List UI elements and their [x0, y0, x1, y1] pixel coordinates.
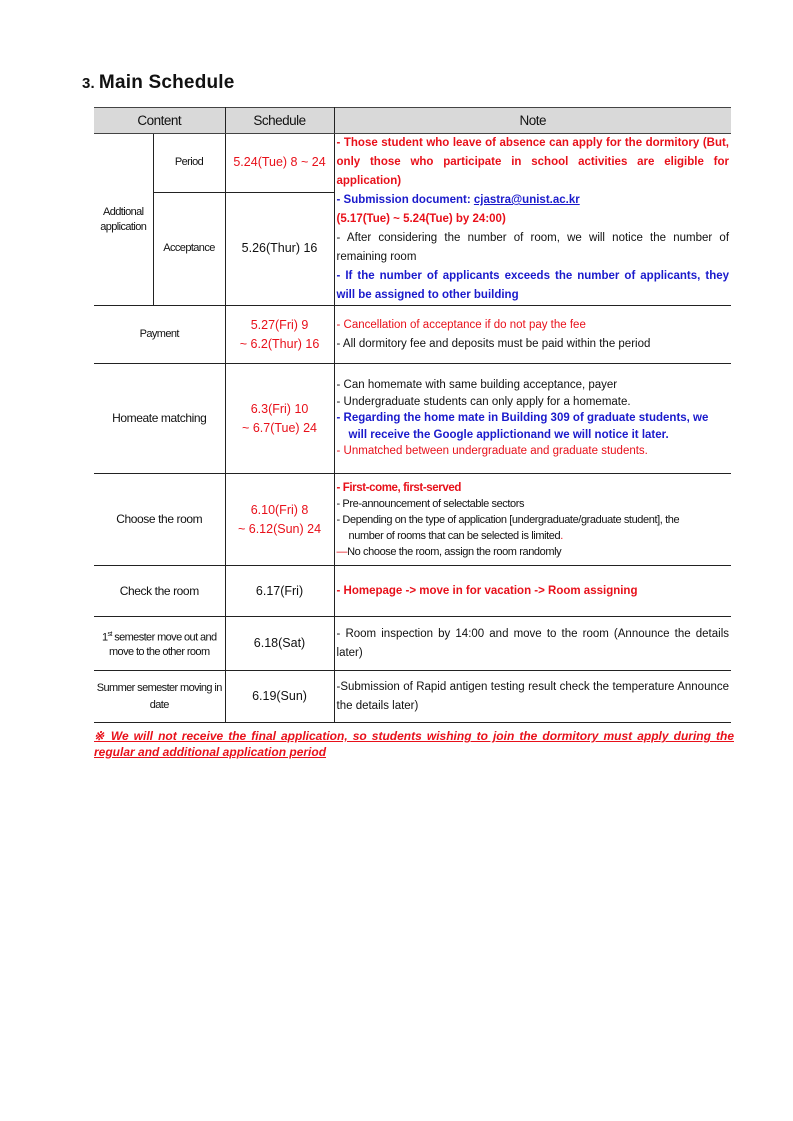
move-out-schedule: 6.18(Sat)	[225, 617, 334, 671]
payment-label: Payment	[94, 306, 225, 364]
homemate-notes	[334, 364, 731, 474]
homemate-note-same-building: - Can homemate with same building acceptance, payer	[336, 379, 618, 392]
note-submission	[337, 191, 730, 210]
note-submission-prefix: - Submission document:	[336, 194, 474, 206]
additional-application-label: Addtional application	[94, 134, 153, 306]
note-other-building: - If the number of applicants exceeds the number of applicants, they will be assigned to other building	[336, 270, 730, 301]
table-row-homemate	[94, 364, 731, 474]
acceptance-schedule: 5.26(Thur) 16	[225, 192, 334, 305]
acceptance-label: Acceptance	[153, 192, 225, 305]
choose-room-schedule-end: ~ 6.12(Sun) 24	[237, 521, 322, 536]
choose-room-note-limited-text: number of rooms that can be selected is limited	[348, 529, 561, 542]
table-header-row	[94, 108, 731, 134]
additional-application-notes	[334, 134, 731, 306]
homemate-schedule-end: ~ 6.7(Tue) 24	[242, 420, 317, 435]
period-schedule: 5.24(Tue) 8 ~ 24	[225, 134, 334, 193]
choose-room-schedule-start: 6.10(Fri) 8	[250, 502, 309, 517]
summer-move-in-note: -Submission of Rapid antigen testing result check the temperature Announce the details later)	[334, 671, 731, 723]
note-leave-of-absence: - Those student who leave of absence can apply for the dormitory (But, only those who participate in school activities are eligible for application)	[336, 137, 730, 187]
move-out-label-sup: st	[107, 630, 112, 638]
payment-schedule-start: 5.27(Fri) 9	[250, 317, 309, 332]
table-row-payment	[94, 306, 731, 364]
section-number: 3.	[82, 75, 95, 92]
choose-room-notes	[334, 474, 731, 566]
section-title	[82, 72, 235, 94]
table-row-summer-move-in	[94, 671, 731, 723]
payment-schedule-end: ~ 6.2(Thur) 16	[239, 336, 320, 351]
check-room-label: Check the room	[94, 566, 225, 617]
choose-room-schedule	[225, 474, 334, 566]
table-row-check-room	[94, 566, 731, 617]
check-room-schedule: 6.17(Fri)	[225, 566, 334, 617]
final-application-footnote: ※ We will not receive the final application, so students wishing to join the dormitory must apply during the regular and additional application period	[94, 729, 734, 759]
period-label: Period	[153, 134, 225, 193]
table-row-additional-period	[94, 134, 731, 193]
choose-room-note-limited	[337, 528, 730, 544]
table-row-choose-room	[94, 474, 731, 566]
payment-notes	[334, 306, 731, 364]
choose-room-note-preannounce: - Pre-announcement of selectable sectors	[336, 497, 525, 510]
choose-room-note-fcfs: - First-come, first-served	[336, 481, 461, 494]
schedule-table	[94, 107, 731, 723]
move-out-label-base: 1	[101, 631, 108, 644]
header-content: Content	[94, 108, 225, 134]
payment-note-deadline: - All dormitory fee and deposits must be paid within the period	[336, 337, 651, 350]
header-note: Note	[334, 108, 731, 134]
payment-schedule	[225, 306, 334, 364]
homemate-schedule-start: 6.3(Fri) 10	[250, 401, 309, 416]
homemate-note-building309-cont: will receive the Google applictionand we will notice it later.	[348, 428, 669, 441]
section-title-text: Main Schedule	[98, 72, 235, 93]
summer-move-in-label: Summer semester moving in date	[94, 671, 225, 723]
homemate-note-unmatched: - Unmatched between undergraduate and graduate students.	[336, 445, 648, 458]
choose-room-note-depending: - Depending on the type of application [undergraduate/graduate student], the	[336, 513, 680, 526]
move-out-label-rest: semester move out and move to the other room	[108, 631, 217, 659]
homemate-note-undergrad: - Undergraduate students can only apply for a homemate.	[336, 395, 631, 408]
homemate-label: Homeate matching	[94, 364, 225, 474]
note-submission-period: (5.17(Tue) ~ 5.24(Tue) by 24:00)	[336, 213, 506, 225]
move-out-label	[94, 617, 225, 671]
red-dash-icon: —	[336, 545, 348, 558]
homemate-note-building309: - Regarding the home mate in Building 309 of graduate students, we	[336, 412, 709, 425]
summer-move-in-schedule: 6.19(Sun)	[225, 671, 334, 723]
table-row-move-out	[94, 617, 731, 671]
choose-room-note-random	[337, 544, 730, 560]
header-schedule: Schedule	[225, 108, 334, 134]
choose-room-note-period: .	[560, 529, 563, 542]
check-room-note: - Homepage -> move in for vacation -> Room assigning	[334, 566, 731, 617]
payment-note-cancel: - Cancellation of acceptance if do not pay the fee	[336, 318, 586, 331]
submission-email-link[interactable]: cjastra@unist.ac.kr	[473, 194, 580, 206]
note-remaining-room: - After considering the number of room, we will notice the number of remaining room	[336, 232, 730, 263]
move-out-note: - Room inspection by 14:00 and move to the room (Announce the details later)	[334, 617, 731, 671]
homemate-schedule	[225, 364, 334, 474]
choose-room-note-random-text: No choose the room, assign the room randomly	[347, 545, 562, 558]
choose-room-label: Choose the room	[94, 474, 225, 566]
